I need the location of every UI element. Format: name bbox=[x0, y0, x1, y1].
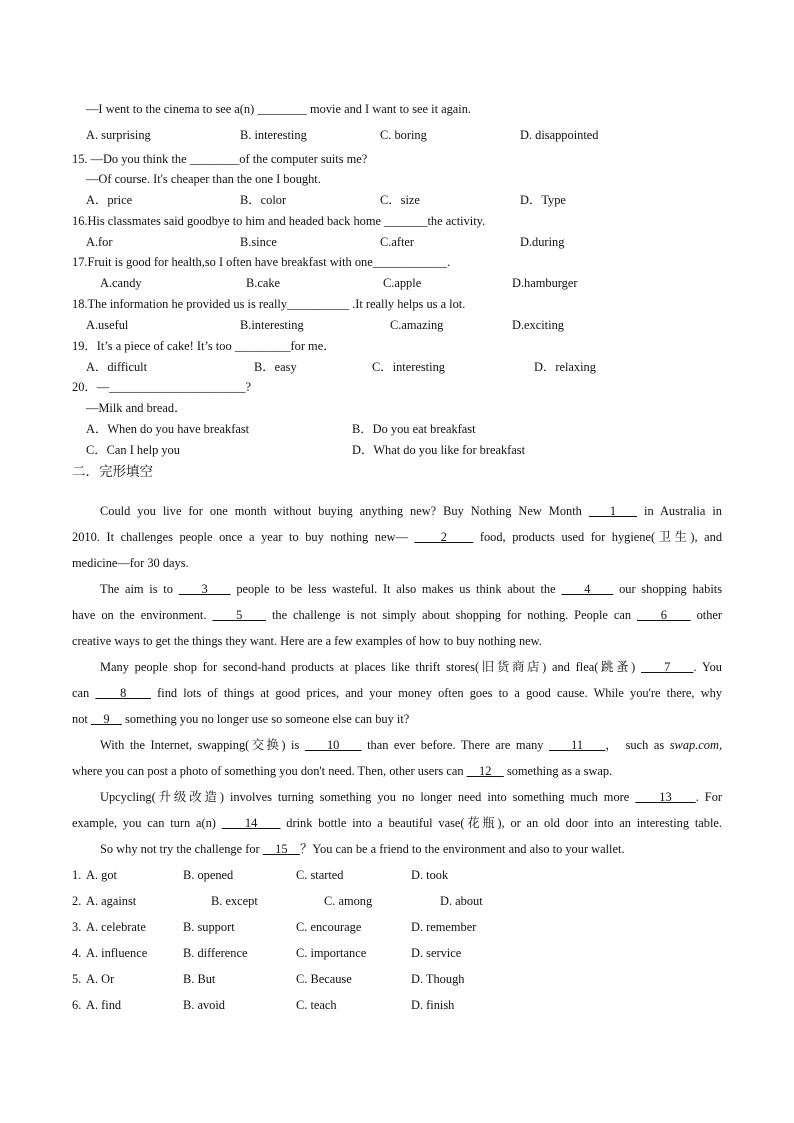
cloze-blank-5[interactable]: 5 bbox=[236, 608, 243, 622]
passage-line: where you can post a photo of something you don't need. Then, other users can 12 something as a swap. bbox=[72, 764, 613, 778]
passage-line: creative ways to get the things they want. Here are a few examples of how to buy nothing new. bbox=[72, 634, 542, 648]
q17-option-d[interactable]: D.hamburger bbox=[512, 276, 578, 290]
passage-line: Many people shop for second-hand products at places like thrift stores(旧货商店) and flea(跳蚤) 7 . You bbox=[100, 660, 722, 674]
q16-option-d[interactable]: D.during bbox=[520, 235, 565, 249]
cloze-5-option-d[interactable]: D. Though bbox=[411, 972, 465, 986]
cloze-blank-10[interactable]: 10 bbox=[326, 738, 340, 752]
q19-option-c[interactable]: C．interesting bbox=[372, 360, 445, 374]
passage-line: example, you can turn a(n) 14 drink bottle into a beautiful vase(花瓶), or an old door into an interesting table. bbox=[72, 816, 723, 830]
q15-reply: —Of course. It's cheaper than the one I bought. bbox=[86, 172, 321, 186]
q20-option-c[interactable]: C．Can I help you bbox=[86, 443, 180, 457]
cloze-4-option-b[interactable]: B. difference bbox=[183, 946, 248, 960]
q14-option-d[interactable]: D. disappointed bbox=[520, 128, 599, 142]
q17-stem: 17.Fruit is good for health,so I often have breakfast with one____________. bbox=[72, 255, 451, 269]
cloze-blank-3[interactable]: 3 bbox=[201, 582, 208, 596]
q16-option-a[interactable]: A.for bbox=[86, 235, 113, 249]
q20-option-b[interactable]: B．Do you eat breakfast bbox=[352, 422, 476, 436]
passage-line: Upcycling(升级改造) involves turning something you no longer need into something much more 13 . For bbox=[100, 790, 723, 804]
q15-option-b[interactable]: B．color bbox=[240, 193, 287, 207]
q16-stem: 16.His classmates said goodbye to him and headed back home _______the activity. bbox=[72, 214, 486, 228]
q19-option-a[interactable]: A．difficult bbox=[86, 360, 148, 374]
cloze-blank-15[interactable]: 15 bbox=[275, 842, 288, 856]
cloze-blank-14[interactable]: 14 bbox=[244, 816, 258, 830]
passage-line: can 8 find lots of things at good prices, and your money often goes to a good cause. While you're there, why bbox=[72, 686, 723, 700]
passage-line: So why not try the challenge for 15 ？You can be a friend to the environment and also to your wallet. bbox=[100, 842, 625, 856]
passage-line: With the Internet, swapping(交换) is 10 than ever before. There are many 11 ， such as swap.com, bbox=[100, 738, 723, 752]
swap-link[interactable]: swap.com, bbox=[669, 738, 723, 752]
q17-option-a[interactable]: A.candy bbox=[100, 276, 142, 290]
q20-option-a[interactable]: A．When do you have breakfast bbox=[86, 422, 250, 436]
q14-option-a[interactable]: A. surprising bbox=[86, 128, 151, 142]
cloze-6-option-c[interactable]: C. teach bbox=[296, 998, 337, 1012]
cloze-5-num: 5. bbox=[72, 972, 82, 986]
cloze-blank-2[interactable]: 2 bbox=[440, 530, 447, 544]
cloze-blank-9[interactable]: 9 bbox=[103, 712, 110, 726]
cloze-1-option-a[interactable]: A. got bbox=[86, 868, 117, 882]
q20-reply: —Milk and bread． bbox=[86, 401, 187, 415]
cloze-6-option-b[interactable]: B. avoid bbox=[183, 998, 225, 1012]
cloze-5-option-c[interactable]: C. Because bbox=[296, 972, 352, 986]
cloze-blank-6[interactable]: 6 bbox=[660, 608, 667, 622]
q14-option-c[interactable]: C. boring bbox=[380, 128, 427, 142]
q14-blank[interactable]: ________ bbox=[257, 102, 307, 116]
cloze-6-option-d[interactable]: D. finish bbox=[411, 998, 455, 1012]
q16-option-c[interactable]: C.after bbox=[380, 235, 415, 249]
q18-option-a[interactable]: A.useful bbox=[86, 318, 129, 332]
cloze-4-option-a[interactable]: A. influence bbox=[86, 946, 148, 960]
passage-line: have on the environment. 5 the challenge is not simply about shopping for nothing. People can 6 other bbox=[72, 608, 723, 622]
cloze-3-option-d[interactable]: D. remember bbox=[411, 920, 477, 934]
q15-option-a[interactable]: A．price bbox=[86, 193, 133, 207]
q18-option-b[interactable]: B.interesting bbox=[240, 318, 304, 332]
cloze-blank-8[interactable]: 8 bbox=[120, 686, 127, 700]
passage-line: not 9 something you no longer use so someone else can buy it? bbox=[72, 712, 410, 726]
cloze-3-num: 3. bbox=[72, 920, 82, 934]
cloze-4-option-c[interactable]: C. importance bbox=[296, 946, 367, 960]
cloze-blank-7[interactable]: 7 bbox=[664, 660, 671, 674]
cloze-5-option-a[interactable]: A. Or bbox=[86, 972, 115, 986]
q19-blank[interactable]: _________ bbox=[234, 339, 291, 353]
cloze-4-option-d[interactable]: D. service bbox=[411, 946, 462, 960]
cloze-3-option-c[interactable]: C. encourage bbox=[296, 920, 362, 934]
cloze-2-option-c[interactable]: C. among bbox=[324, 894, 373, 908]
cloze-1-option-c[interactable]: C. started bbox=[296, 868, 344, 882]
q20-stem: 20．—______________________? bbox=[72, 380, 251, 394]
cloze-5-option-b[interactable]: B. But bbox=[183, 972, 216, 986]
q15-option-c[interactable]: C．size bbox=[380, 193, 420, 207]
cloze-2-option-d[interactable]: D. about bbox=[440, 894, 483, 908]
q20-option-d[interactable]: D．What do you like for breakfast bbox=[352, 443, 526, 457]
q16-option-b[interactable]: B.since bbox=[240, 235, 277, 249]
cloze-4-num: 4. bbox=[72, 946, 82, 960]
q20-blank[interactable]: ______________________ bbox=[109, 380, 246, 394]
q15-blank[interactable]: ________ bbox=[189, 152, 240, 166]
cloze-blank-1[interactable]: 1 bbox=[609, 504, 617, 518]
cloze-2-num: 2. bbox=[72, 894, 82, 908]
cloze-1-num: 1. bbox=[72, 868, 82, 882]
cloze-3-option-a[interactable]: A. celebrate bbox=[86, 920, 146, 934]
q15-option-d[interactable]: D．Type bbox=[520, 193, 566, 207]
q19-stem: 19．It’s a piece of cake! It’s too _________for me． bbox=[72, 339, 336, 353]
section-title: 二．完形填空 bbox=[72, 464, 153, 480]
q18-option-c[interactable]: C.amazing bbox=[390, 318, 444, 332]
passage-line: 2010. It challenges people once a year to buy nothing new— 2 food, products used for hygiene(卫生), and bbox=[72, 530, 723, 544]
passage-line: medicine—for 30 days. bbox=[72, 556, 189, 570]
q14-stem: —I went to the cinema to see a(n) ________ movie and I want to see it again. bbox=[86, 102, 472, 116]
cloze-2-option-b[interactable]: B. except bbox=[211, 894, 258, 908]
cloze-blank-4[interactable]: 4 bbox=[584, 582, 591, 596]
q16-blank[interactable]: _______ bbox=[384, 214, 428, 228]
q18-blank[interactable]: __________ bbox=[287, 297, 350, 311]
q17-option-b[interactable]: B.cake bbox=[246, 276, 281, 290]
cloze-6-num: 6. bbox=[72, 998, 82, 1012]
q19-option-d[interactable]: D．relaxing bbox=[534, 360, 596, 374]
cloze-6-option-a[interactable]: A. find bbox=[86, 998, 122, 1012]
q17-option-c[interactable]: C.apple bbox=[383, 276, 422, 290]
q18-stem: 18.The information he provided us is really__________ .It really helps us a lot. bbox=[72, 297, 466, 311]
q19-option-b[interactable]: B．easy bbox=[254, 360, 297, 374]
cloze-1-option-b[interactable]: B. opened bbox=[183, 868, 234, 882]
cloze-blank-12[interactable]: 12 bbox=[479, 764, 492, 778]
q18-option-d[interactable]: D.exciting bbox=[512, 318, 564, 332]
cloze-blank-11[interactable]: 11 bbox=[571, 738, 584, 752]
cloze-2-option-a[interactable]: A. against bbox=[86, 894, 137, 908]
passage-line: The aim is to 3 people to be less wasteful. It also makes us think about the 4 our shopping habits bbox=[100, 582, 723, 596]
cloze-blank-13[interactable]: 13 bbox=[659, 790, 672, 804]
passage-line: Could you live for one month without buying anything new? Buy Nothing New Month 1 in Australia in bbox=[100, 504, 723, 518]
cloze-3-option-b[interactable]: B. support bbox=[183, 920, 235, 934]
q15-stem: 15. —Do you think the ________of the computer suits me? bbox=[72, 152, 368, 166]
cloze-1-option-d[interactable]: D. took bbox=[411, 868, 449, 882]
q14-option-b[interactable]: B. interesting bbox=[240, 128, 307, 142]
q17-blank[interactable]: ____________ bbox=[372, 255, 448, 269]
